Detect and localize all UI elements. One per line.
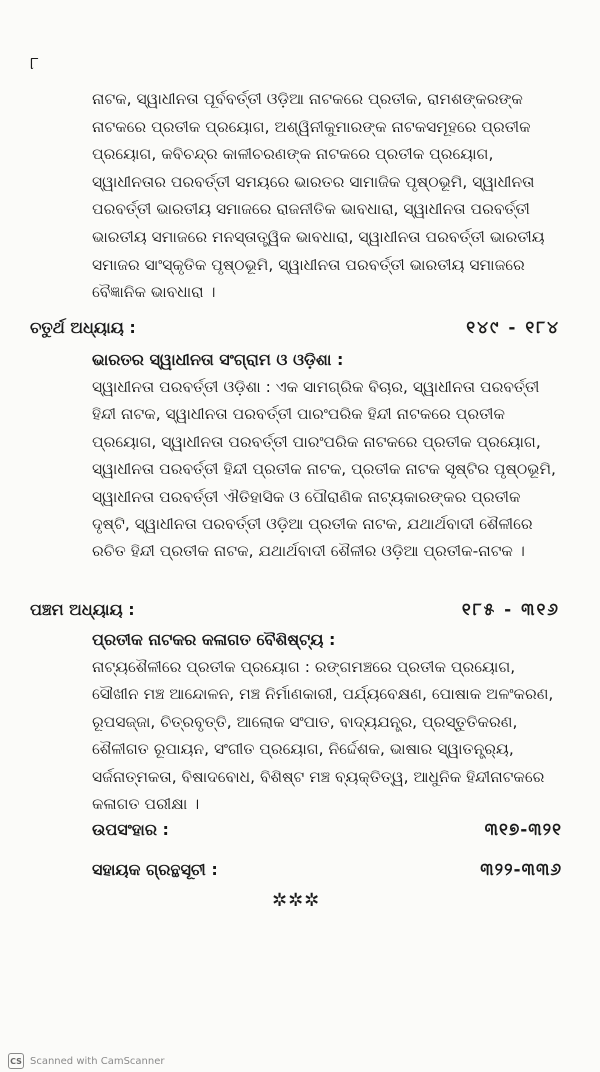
chapter-5-title: ପଞ୍ଚମ ଅଧ୍ୟାୟ :: [30, 600, 135, 619]
page-number: ୮: [30, 54, 39, 74]
chapter-4-title: ଚତୁର୍ଥ ଅଧ୍ୟାୟ :: [30, 318, 136, 337]
scanner-watermark-text: Scanned with CamScanner: [30, 1055, 165, 1067]
chapter-4-heading-row: [30, 318, 560, 338]
conclusion-row: [92, 820, 562, 840]
decorative-stars: ✲✲✲: [272, 890, 321, 911]
chapter-4-subtitle: ଭାରତର ସ୍ୱାଧୀନତା ସଂଗ୍ରାମ ଓ ଓଡ଼ିଶା :: [92, 350, 344, 369]
chapter-4-page-range: ୧୪୯ - ୧୮୪: [466, 318, 560, 338]
conclusion-page-range: ୩୧୭-୩୨୧: [484, 820, 562, 840]
camscanner-logo-icon: CS: [8, 1053, 24, 1069]
chapter-5-body: ନାଟ୍ୟଶୈଳୀରେ ପ୍ରତୀକ ପ୍ରୟୋଗ : ରଙ୍ଗମଞ୍ଚରେ ପ୍ରତୀକ ପ୍ରୟୋଗ, ସୌଖୀନ ମଞ୍ଚ ଆନ୍ଦୋଳନ, ମଞ୍ଚ ନିର୍ମାଣକାରୀ, ପର୍ଯ୍ୟବେକ୍ଷଣ, ପୋଷାକ ଅଳଂକରଣ, ରୂପସଜ୍ଜା, ଚିତ୍ରବୃତ୍ତି, ଆଲୋକ ସଂପାତ, ବାଦ୍ୟଯନ୍ତ୍ର, ପ୍ରସ୍ତୁତିକରଣ, ଶୈଳୀଗତ ରୂପାୟନ, ସଂଗୀତ ପ୍ରୟୋଗ, ନିର୍ଦ୍ଦେଶକ, ଭାଷାର ସ୍ୱାତନ୍ତ୍ର୍ୟ, ସର୍ଜନାତ୍ମକତା, ବିଷାଦବୋଧ, ବିଶିଷ୍ଟ ମଞ୍ଚ ବ୍ୟକ୍ତିତ୍ୱ, ଆଧୁନିକ ହିନ୍ଦୀନାଟକରେ କଳାଗତ ପରୀକ୍ଷା ।: [92, 658, 554, 814]
bibliography-row: [92, 860, 562, 880]
chapter-4-body: ସ୍ୱାଧୀନତା ପରବର୍ତ୍ତୀ ଓଡ଼ିଶା : ଏକ ସାମଗ୍ରିକ ବିଚାର, ସ୍ୱାଧୀନତା ପରବର୍ତ୍ତୀ ହିନ୍ଦୀ ନାଟକ, ସ୍ୱାଧୀନତା ପରବର୍ତ୍ତୀ ପାରଂପରିକ ହିନ୍ଦୀ ନାଟକରେ ପ୍ରତୀକ ପ୍ରୟୋଗ, ସ୍ୱାଧୀନତା ପରବର୍ତ୍ତୀ ପାରଂପରିକ ନାଟକରେ ପ୍ରତୀକ ପ୍ରୟୋଗ, ସ୍ୱାଧୀନତା ପରବର୍ତ୍ତୀ ହିନ୍ଦୀ ପ୍ରତୀକ ନାଟକ, ପ୍ରତୀକ ନାଟକ ସୃଷ୍ଟିର ପୃଷ୍ଠଭୂମି, ସ୍ୱାଧୀନତା ପରବର୍ତ୍ତୀ ଐତିହାସିକ ଓ ପୌରାଣିକ ନାଟ୍ୟକାରଙ୍କର ପ୍ରତୀକ ଦୃଷ୍ଟି, ସ୍ୱାଧୀନତା ପରବର୍ତ୍ତୀ ଓଡ଼ିଆ ପ୍ରତୀକ ନାଟକ, ଯଥାର୍ଥବାଦୀ ଶୈଳୀରେ ରଚିତ ହିନ୍ଦୀ ପ୍ରତୀକ ନାଟକ, ଯଥାର୍ଥବାଦୀ ଶୈଳୀର ଓଡ଼ିଆ ପ୍ରତୀକ-ନାଟକ ।: [92, 378, 556, 561]
chapter-5-subtitle: ପ୍ରତୀକ ନାଟକର କଳାଗତ ବୈଶିଷ୍ଟ୍ୟ :: [92, 630, 336, 649]
chapter-5-heading-row: [30, 600, 560, 620]
scanner-footer: [0, 1050, 600, 1072]
conclusion-label: ଉପସଂହାର :: [92, 820, 169, 839]
intro-paragraph: ନାଟକ, ସ୍ୱାଧୀନତା ପୂର୍ବବର୍ତ୍ତୀ ଓଡ଼ିଆ ନାଟକରେ ପ୍ରତୀକ, ରାମଶଙ୍କରଙ୍କ ନାଟକରେ ପ୍ରତୀକ ପ୍ରୟୋଗ, ଅଶ୍ୱିନୀକୁମାରଙ୍କ ନାଟକସମୂହରେ ପ୍ରତୀକ ପ୍ରୟୋଗ, କବିଚନ୍ଦ୍ର କାଳୀଚରଣଙ୍କ ନାଟକରେ ପ୍ରତୀକ ପ୍ରୟୋଗ, ସ୍ୱାଧୀନତାର ପରବର୍ତ୍ତୀ ସମୟରେ ଭାରତର ସାମାଜିକ ପୃଷ୍ଠଭୂମି, ସ୍ୱାଧୀନତା ପରବର୍ତ୍ତୀ ଭାରତୀୟ ସମାଜରେ ରାଜନୀତିକ ଭାବଧାରା, ସ୍ୱାଧୀନତା ପରବର୍ତ୍ତୀ ଭାରତୀୟ ସମାଜରେ ମନସ୍ତାତ୍ତ୍ୱିକ ଭାବଧାରା, ସ୍ୱାଧୀନତା ପରବର୍ତ୍ତୀ ଭାରତୀୟ ସମାଜର ସାଂସ୍କୃତିକ ପୃଷ୍ଠଭୂମି, ସ୍ୱାଧୀନତା ପରବର୍ତ୍ତୀ ଭାରତୀୟ ସମାଜରେ ବୈଜ୍ଞାନିକ ଭାବଧାରା ।: [92, 90, 545, 302]
bibliography-label: ସହାୟକ ଗ୍ରନ୍ଥସୂଚୀ :: [92, 860, 218, 879]
bibliography-page-range: ୩୨୨-୩୩୬: [480, 860, 562, 880]
chapter-5-page-range: ୧୮୫ - ୩୧୬: [461, 600, 560, 620]
